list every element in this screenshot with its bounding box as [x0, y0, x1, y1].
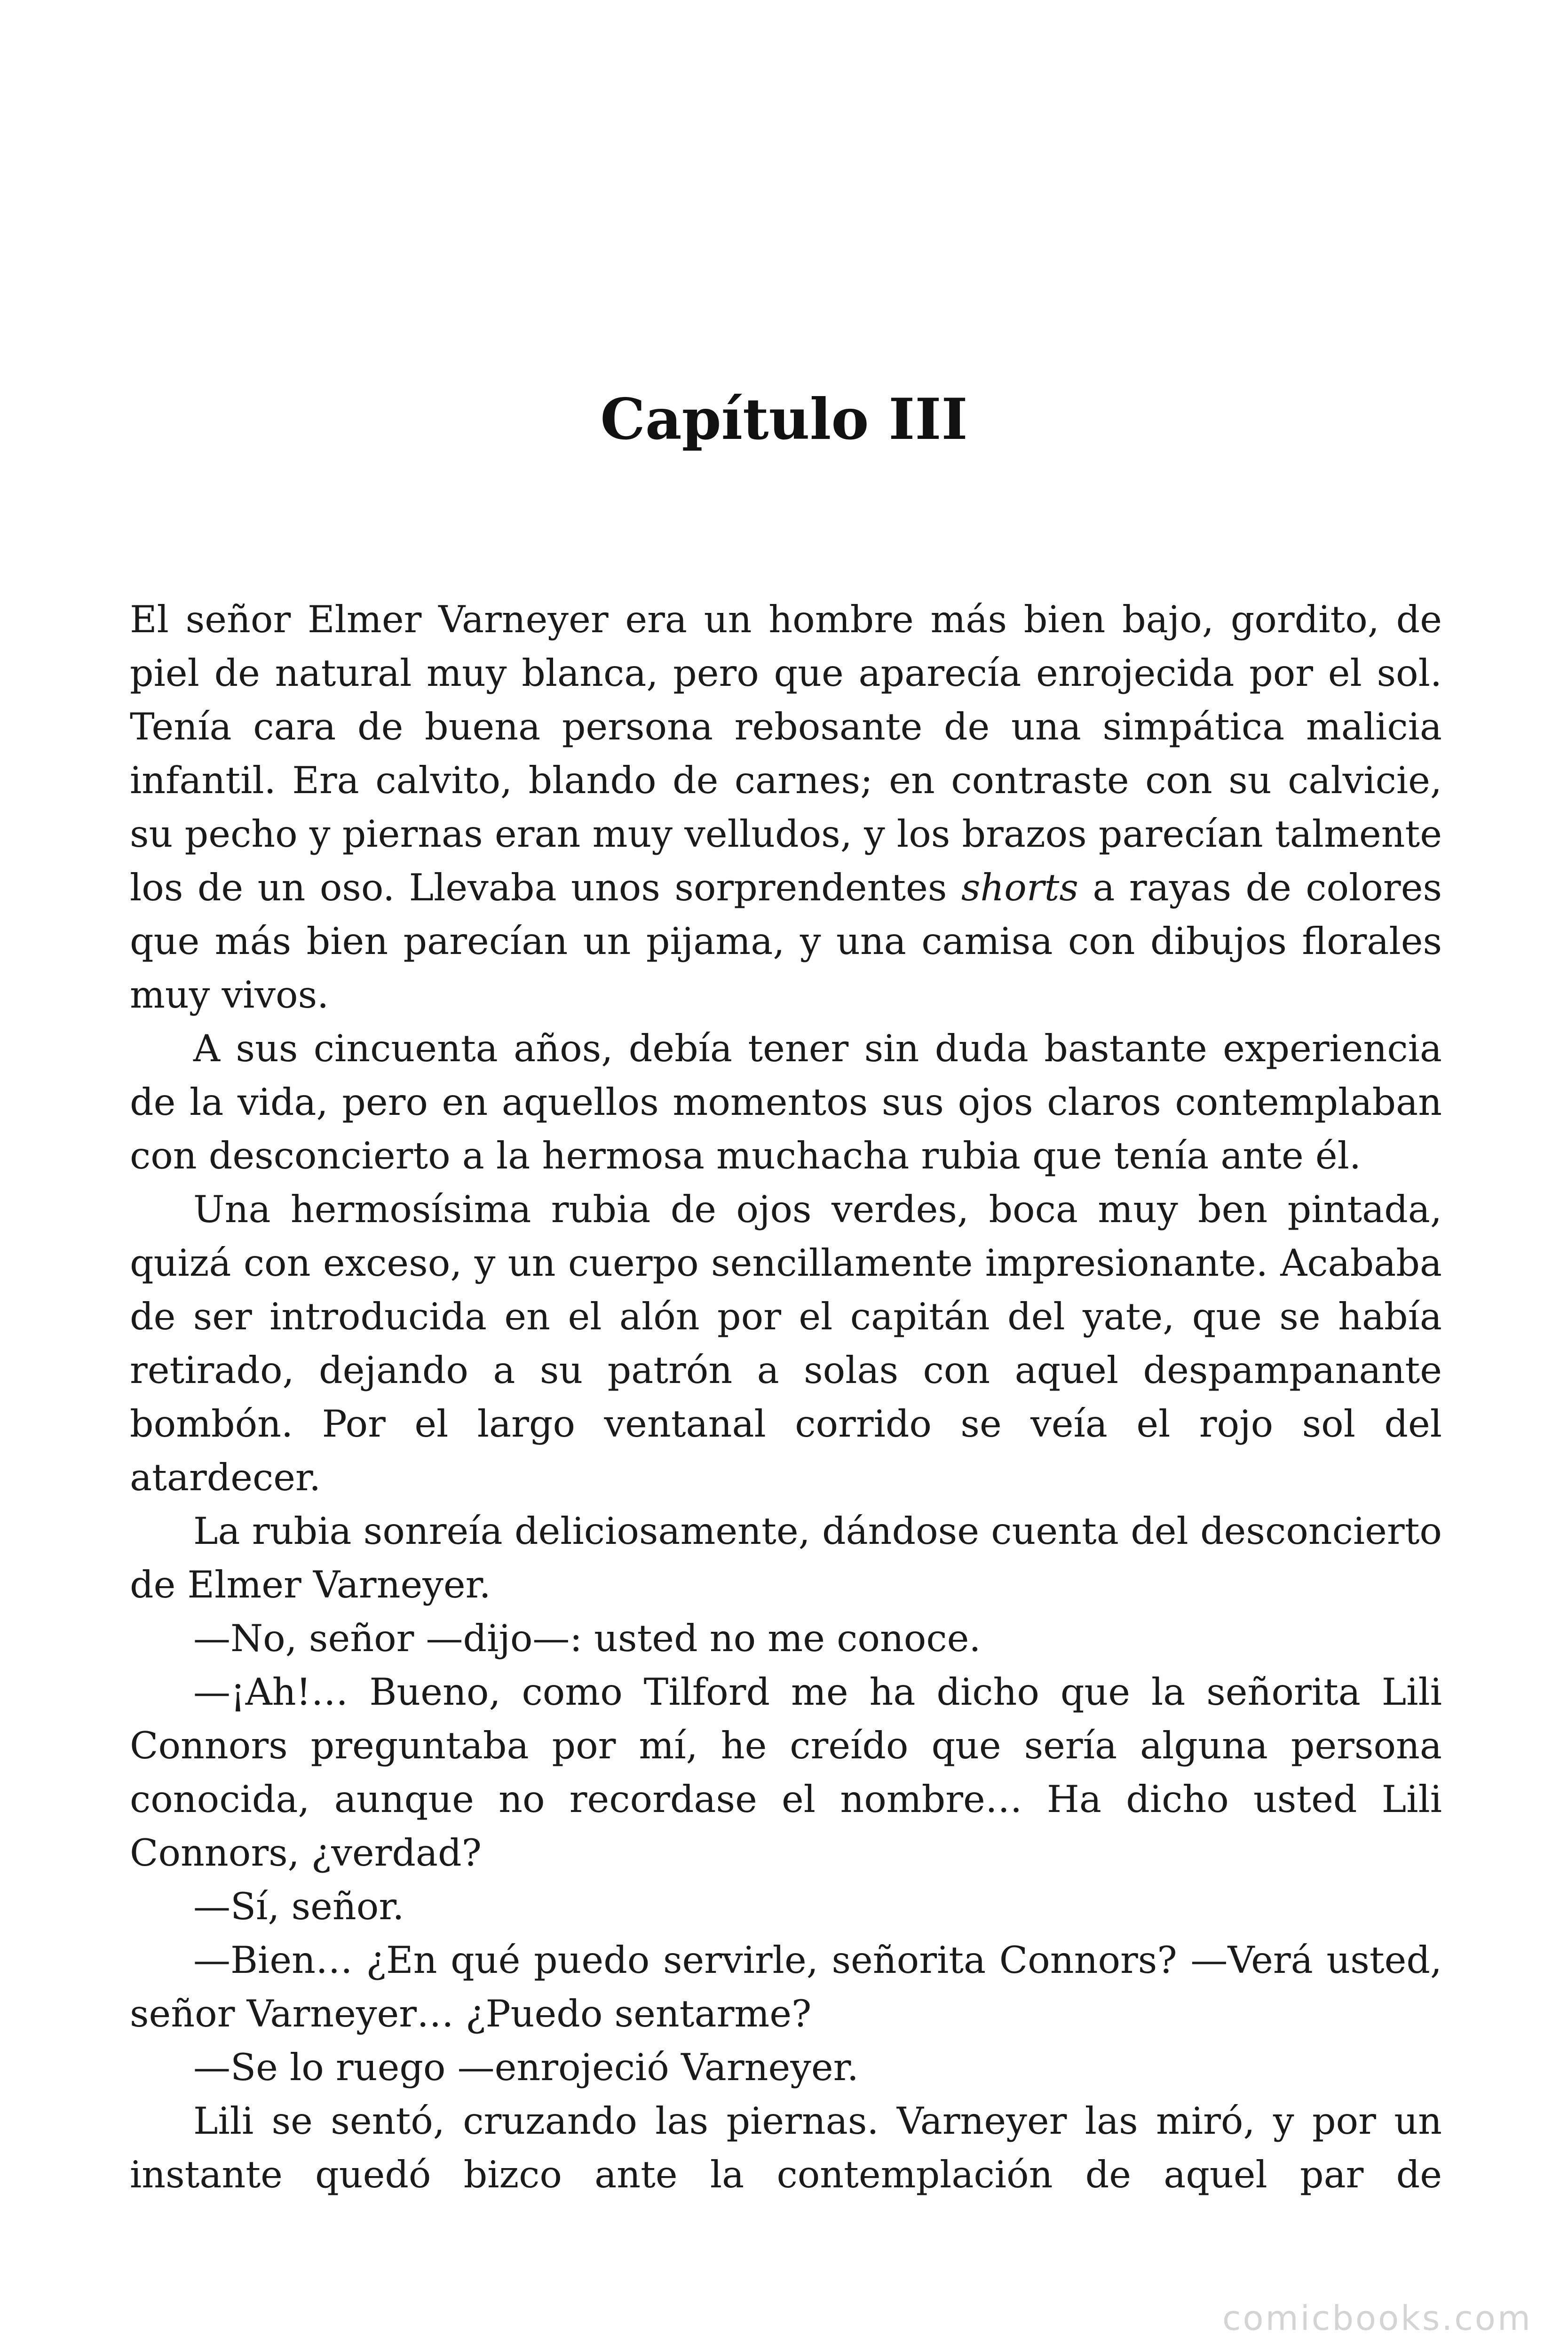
paragraph: Lili se sentó, cruzando las piernas. Varneyer las miró, y por un instante quedó bizco ante la contemplación de aquel par de: [130, 2099, 1442, 2196]
paragraph: [130, 593, 1442, 1022]
paragraph-text: El señor Elmer Varneyer era un hombre más bien bajo, gordito, de piel de natural muy blanca, pero que aparecía enrojecida por el sol. Tenía cara de buena persona rebosante de una simpática malicia infantil. Era calvito, blando de carnes; en contraste con su calvicie, su pecho y piernas eran muy velludos, y los brazos parecían talmente los de un oso. Llevaba unos sorprendentes: [130, 598, 1442, 909]
dialogue-line: —No, señor —dijo—: usted no me conoce.: [193, 1617, 981, 1660]
italic-word: shorts: [961, 866, 1078, 909]
dialogue-line: —Bien… ¿En qué puedo servirle, señorita Connors? —Verá usted, señor Varneyer… ¿Puedo sentarme?: [130, 1939, 1442, 2035]
dialogue-line: —¡Ah!… Bueno, como Tilford me ha dicho que la señorita Lili Connors preguntaba por mí, he creído que sería alguna persona conocida, aunque no recordase el nombre… Ha dicho usted Lili Connors, ¿verdad?: [130, 1670, 1442, 1875]
dialogue-line: —Se lo ruego —enrojeció Varneyer.: [193, 2046, 859, 2089]
paragraph-text: a rayas de colores que más bien parecían un pijama, y una camisa con dibujos florales muy vivos.: [130, 866, 1442, 1017]
paragraph: A sus cincuenta años, debía tener sin duda bastante experiencia de la vida, pero en aquellos momentos sus ojos claros contemplaban con desconcierto a la hermosa muchacha rubia que tenía ante él.: [130, 1027, 1442, 1177]
watermark: comicbooks.com: [1222, 2298, 1532, 2338]
chapter-title: Capítulo III: [600, 386, 968, 453]
chapter-body: [130, 593, 1442, 2201]
paragraph: La rubia sonreía deliciosamente, dándose cuenta del desconcierto de Elmer Varneyer.: [130, 1510, 1442, 1606]
dialogue-line: —Sí, señor.: [193, 1885, 404, 1928]
paragraph: Una hermosísima rubia de ojos verdes, boca muy ben pintada, quizá con exceso, y un cuerpo sencillamente impresionante. Acababa de ser introducida en el alón por el capitán del yate, que se había retirado, dejando a su patrón a solas con aquel despampanante bombón. Por el largo ventanal corrido se veía el rojo sol del atardecer.: [130, 1188, 1442, 1499]
